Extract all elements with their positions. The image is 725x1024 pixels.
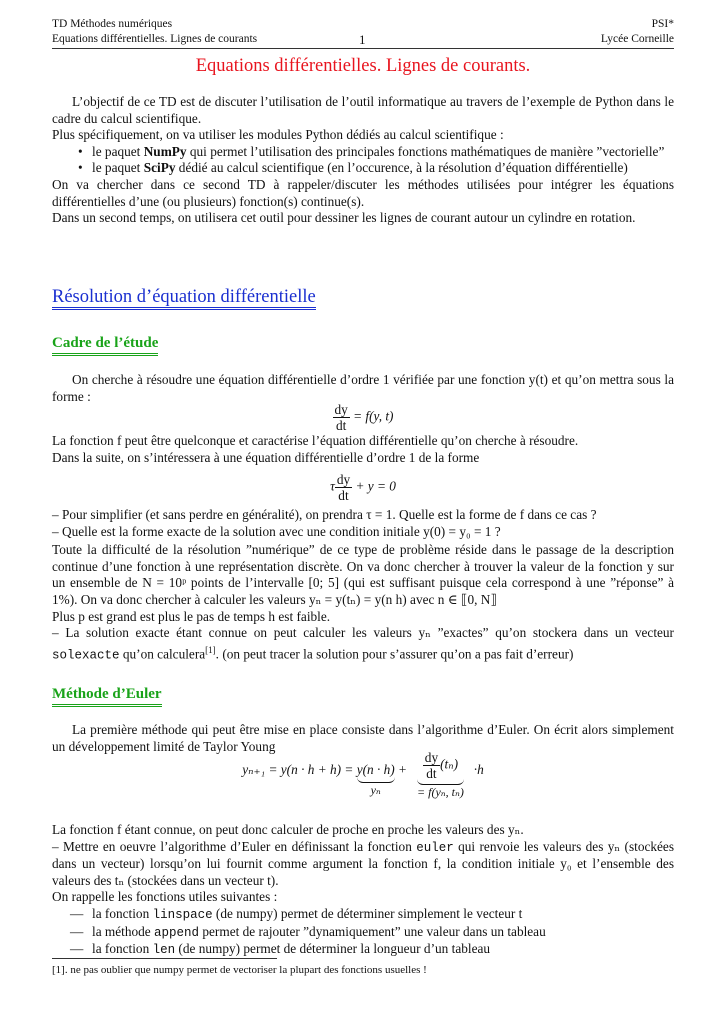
header-class: PSI* (651, 18, 674, 30)
euler-paragraph: La première méthode qui peut être mise en place consiste dans l’algorithme d’Euler. On écrit alors simplement un développement limité de Taylor Young (52, 722, 674, 754)
cadre-text (52, 433, 674, 466)
list-item (52, 924, 674, 942)
underbrace (417, 750, 464, 799)
numerator: dy (424, 750, 439, 765)
subsection-heading: Cadre de l’étude (52, 335, 158, 356)
intro (52, 94, 674, 227)
subsection-heading: Méthode d’Euler (52, 686, 162, 707)
code-len: len (152, 943, 176, 958)
text: le paquet (92, 143, 144, 159)
numerator: dy (334, 402, 348, 417)
page-number: 1 (359, 32, 366, 47)
equation-rhs: + y = 0 (352, 478, 396, 494)
paragraph: Plus p est grand est plus le pas de temps h est faible. (52, 608, 331, 624)
section-heading: Résolution d’équation différentielle (52, 289, 316, 310)
footnote-ref[interactable]: [1] (205, 644, 216, 655)
text: dédié au calcul scientifique (en l’occurence, à la résolution d’équation différentielle) (175, 160, 628, 176)
text: permet de rajouter ”dynamiquement” une valeur dans un tableau (199, 923, 546, 939)
cadre-questions (52, 507, 674, 664)
scipy-label: SciPy (143, 160, 176, 176)
equation-rhs: = f(y, t) (349, 408, 394, 424)
numpy-label: NumPy (143, 143, 187, 159)
text: qui permet l’utilisation des principales fonctions mathématiques de manière ”vectorielle” (186, 143, 665, 159)
tau: τ (330, 478, 335, 494)
intro-paragraph: Dans un second temps, on utilisera cet outil pour dessiner les lignes de courant autour un cylindre en rotation. (52, 210, 636, 226)
text: la méthode (92, 923, 155, 939)
bullet-numpy (52, 144, 674, 161)
header-topic: Equations différentielles. Lignes de courants (52, 33, 258, 45)
eq-part: + (394, 762, 411, 777)
equation-2 (52, 472, 674, 503)
euler-equation (52, 750, 674, 799)
brace-label: yₙ (370, 782, 381, 797)
code-solexacte: solexacte (52, 648, 120, 663)
numerator: dy (336, 472, 351, 487)
brace-label: = f(yₙ, tₙ) (417, 785, 464, 799)
intro-paragraph: Plus spécifiquement, on va utiliser les modules Python dédiés au calcul scientifique : (52, 127, 504, 143)
euler-text (52, 822, 674, 959)
text: – Mettre en oeuvre l’algorithme d’Euler en définissant la fonction (52, 838, 417, 854)
text: (de numpy) permet de déterminer la longueur d’un tableau (175, 941, 491, 957)
underbrace (357, 762, 395, 797)
document-title: Equations différentielles. Lignes de courants. (195, 56, 531, 76)
intro-paragraph: On va chercher dans ce second TD à rappeler/discuter les méthodes utilisées pour intégrer les équations différentielles d’une (ou plusieurs) fonction(s) continue(s). (52, 176, 674, 209)
header-course: TD Méthodes numériques (52, 18, 173, 30)
paragraph: La fonction f étant connue, on peut donc calculer de proche en proche les valeurs des yₙ. (52, 822, 524, 837)
code-euler: euler (416, 840, 454, 855)
page-header (52, 17, 674, 49)
text: la fonction (92, 905, 153, 921)
code-linspace: linspace (152, 907, 213, 922)
list-item (52, 941, 674, 959)
denominator: dt (426, 766, 437, 781)
paragraph: La fonction f peut être quelconque et caractérise l’équation différentielle qu’on cherche à résoudre. (52, 433, 579, 448)
text: la fonction (92, 941, 153, 957)
code-append: append (154, 925, 200, 940)
paragraph: On rappelle les fonctions utiles suivantes : (52, 889, 278, 905)
bullet-scipy (52, 160, 674, 177)
text: . (on peut tracer la solution pour s’assurer qu’on a pas fait d’erreur) (215, 646, 574, 662)
equation-1 (52, 402, 674, 433)
fraction (335, 472, 352, 503)
header-school: Lycée Corneille (600, 33, 674, 45)
paragraph: Dans la suite, on s’intéressera à une équation différentielle d’ordre 1 de la forme (52, 449, 480, 465)
denominator: dt (335, 418, 347, 433)
question (52, 625, 674, 664)
eq-part: y(n · h) (356, 762, 395, 777)
cadre-paragraph: On cherche à résoudre une équation différentielle d’ordre 1 vérifiée par une fonction y(t) et qu’on mettra sous la forme : (52, 372, 674, 404)
eq-part: (tₙ) (440, 756, 459, 772)
text: – La solution exacte étant connue on peut calculer les valeurs yₙ ”exactes” qu’on stockera dans un vecteur (52, 625, 674, 641)
eq-part: yₙ₊₁ = y(n · h + h) = (242, 762, 357, 777)
text: le paquet (92, 160, 144, 176)
question: – Quelle est la forme exacte de la solution avec une condition initiale y(0) = y₀ = 1 ? (52, 523, 501, 539)
footnote: [1]. ne pas oublier que numpy permet de vectoriser la plupart des fonctions usuelles ! (52, 958, 277, 979)
question: – Pour simplifier (et sans perdre en généralité), on prendra τ = 1. Quelle est la forme de f dans ce cas ? (52, 507, 597, 522)
fraction (333, 402, 350, 433)
text: (de numpy) permet de déterminer simplement le vecteur t (212, 905, 523, 921)
text: qui renvoie les valeurs des yₙ (stockées dans un vecteur) lorsqu’on lui fournit comme argument la fonction f, la condition initiale y₀ et l’ensemble des valeurs des tₙ (stockées dans un vecteur t). (52, 838, 674, 888)
paragraph: Toute la difficulté de la résolution ”numérique” de ce type de problème réside dans le passage de la description continue d’une fonction à une représentation discrète. On va donc chercher à trouver la valeur de la fonction y sur un ensemble de N = 10ᵖ points de l’intervalle [0; 5] (qui est suffisant puisque cela correspond à une ”réponse” à 1%). On va donc chercher à calculer les valeurs yₙ = y(tₙ) = y(n h) avec n ∈ ⟦0, N⟧ (52, 542, 674, 607)
list-item (52, 906, 674, 924)
intro-paragraph: L’objectif de ce TD est de discuter l’utilisation de l’outil informatique au travers de l’exemple de Python dans le cadre du calcul scientifique. (52, 94, 674, 126)
fraction (423, 750, 440, 781)
denominator: dt (338, 488, 349, 503)
eq-part: ·h (470, 762, 484, 777)
question (52, 839, 674, 890)
text: qu’on calculera (119, 646, 206, 662)
